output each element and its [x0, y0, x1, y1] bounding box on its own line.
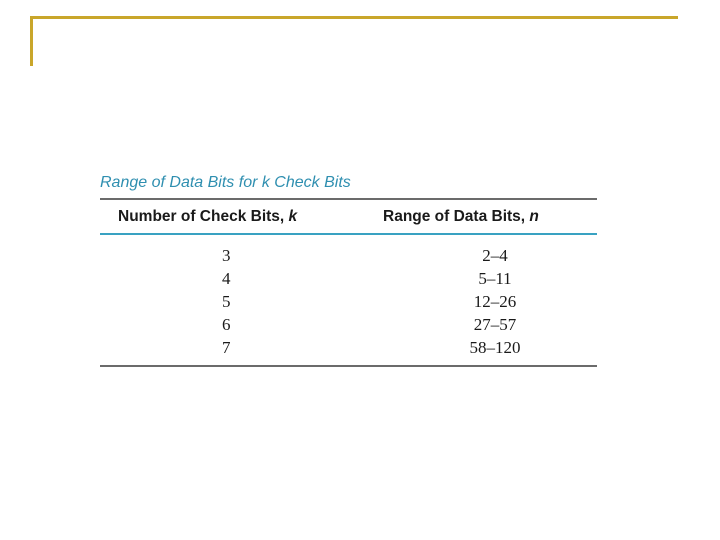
header-data-bits-text: Range of Data Bits, — [383, 207, 530, 225]
header-check-bits-var: k — [288, 207, 298, 225]
data-bits-range-cell: 27–57 — [473, 314, 517, 334]
table-row — [100, 313, 597, 336]
data-bits-range-cell: 58–120 — [469, 337, 521, 357]
table-header-row — [100, 200, 597, 233]
check-bits-cell: 7 — [222, 337, 231, 357]
header-check-bits — [100, 208, 353, 226]
check-bits-cell: 5 — [222, 291, 231, 311]
table-body — [100, 235, 597, 359]
header-data-bits-var: n — [529, 207, 539, 225]
header-data-bits — [353, 208, 597, 226]
table-row — [100, 336, 597, 359]
table-bottom-rule — [100, 365, 597, 367]
data-bits-range-cell: 2–4 — [482, 245, 508, 265]
table-row — [100, 290, 597, 313]
table-title: Range of Data Bits for k Check Bits — [100, 174, 351, 191]
header-check-bits-text: Number of Check Bits, — [118, 207, 289, 225]
table-row — [100, 244, 597, 267]
check-bits-cell: 6 — [222, 314, 231, 334]
slide-frame-top-line — [30, 16, 678, 19]
data-bits-range-cell: 12–26 — [473, 291, 517, 311]
table-row — [100, 267, 597, 290]
slide-frame-left-line — [30, 16, 33, 66]
check-bits-cell: 4 — [222, 268, 231, 288]
data-bits-range-cell: 5–11 — [478, 268, 512, 288]
check-bits-table — [100, 172, 597, 367]
check-bits-cell: 3 — [222, 245, 231, 265]
